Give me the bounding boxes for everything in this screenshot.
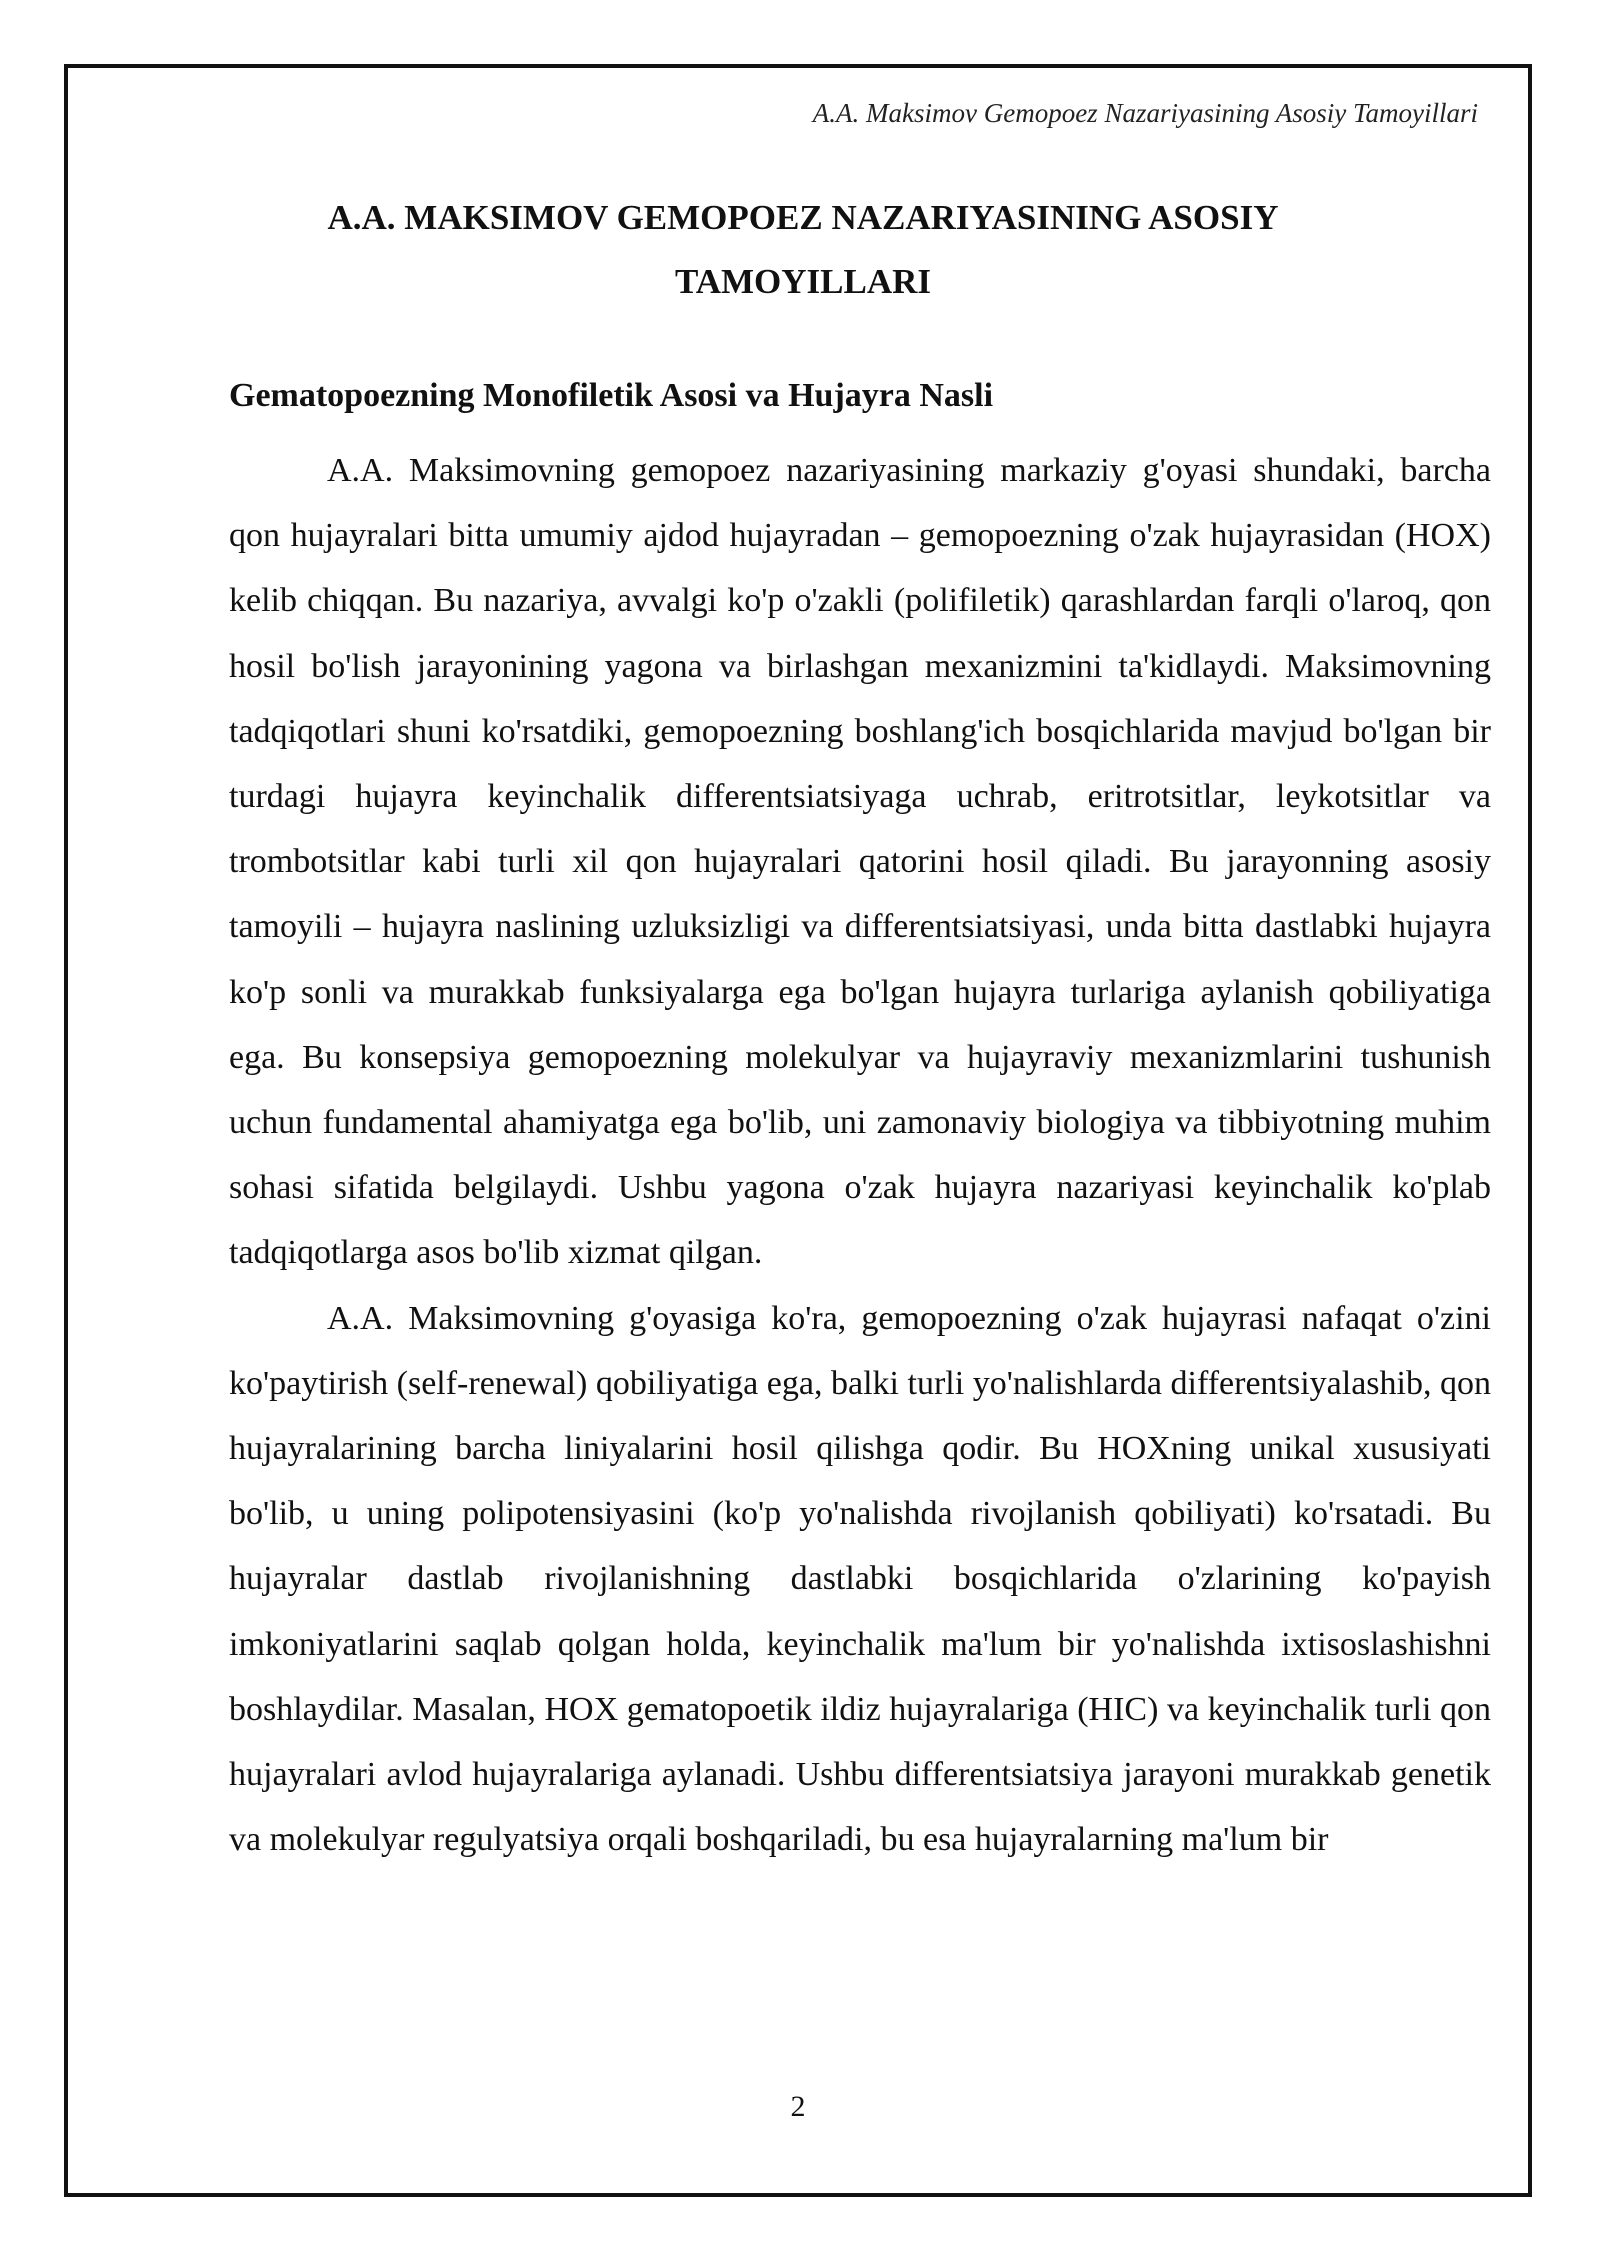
running-header: A.A. Maksimov Gemopoez Nazariyasining Asosiy Tamoyillari <box>812 98 1478 128</box>
paragraph: A.A. Maksimovning g'oyasiga ko'ra, gemopoezning o'zak hujayrasi nafaqat o'zini ko'paytirish (self-renewal) qobiliyatiga ega, balki turli yo'nalishlarda differentsiyalashib, qon hujayralarining barcha liniyalarini hosil qilishga qodir. Bu HOXning unikal xususiyati bo'lib, u uning polipotensiyasini (ko'p yo'nalishda rivojlanish qobiliyati) ko'rsatadi. Bu hujayralar dastlab rivojlanishning dastlabki bosqichlarida o'zlarining ko'payish imkoniyatlarini saqlab qolgan holda, keyinchalik ma'lum bir yo'nalishda ixtisoslashishni boshlaydilar. Masalan, HOX gematopoetik ildiz hujayralariga (HIC) va keyinchalik turli qon hujayralari avlod hujayralariga aylanadi. Ushbu differentsiatsiya jarayoni murakkab genetik va molekulyar regulyatsiya orqali boshqariladi, bu esa hujayralarning ma'lum bir <box>229 1299 1491 1859</box>
page-number: 2 <box>790 2090 806 2123</box>
page-frame <box>64 64 1532 2197</box>
paragraph: A.A. Maksimovning gemopoez nazariyasining markaziy g'oyasi shundaki, barcha qon hujayralari bitta umumiy ajdod hujayradan – gemopoezning o'zak hujayrasidan (HOX) kelib chiqqan. Bu nazariya, avvalgi ko'p o'zakli (polifiletik) qarashlardan farqli o'laroq, qon hosil bo'lish jarayonining yagona va birlashgan mexanizmini ta'kidlaydi. Maksimovning tadqiqotlari shuni ko'rsatdiki, gemopoezning boshlang'ich bosqichlarida mavjud bo'lgan bir turdagi hujayra keyinchalik differentsiatsiyaga uchrab, eritrotsitlar, leykotsitlar va trombotsitlar kabi turli xil qon hujayralari qatorini hosil qiladi. Bu jarayonning asosiy tamoyili – hujayra naslining uzluksizligi va differentsiatsiyasi, unda bitta dastlabki hujayra ko'p sonli va murakkab funksiyalarga ega bo'lgan hujayra turlariga aylanish qobiliyatiga ega. Bu konsepsiya gemopoezning molekulyar va hujayraviy mexanizmlarini tushunish uchun fundamental ahamiyatga ega bo'lib, uni zamonaviy biologiya va tibbiyotning muhim sohasi sifatida belgilaydi. Ushbu yagona o'zak hujayra nazariyasi keyinchalik ko'plab tadqiqotlarga asos bo'lib xizmat qilgan. <box>229 452 1491 1272</box>
document-title: A.A. MAKSIMOV GEMOPOEZ NAZARIYASINING ASOSIY TAMOYILLARI <box>327 198 1279 301</box>
section-heading: Gematopoezning Monofiletik Asosi va Hujayra Nasli <box>229 377 994 414</box>
body-text <box>229 438 1491 1872</box>
